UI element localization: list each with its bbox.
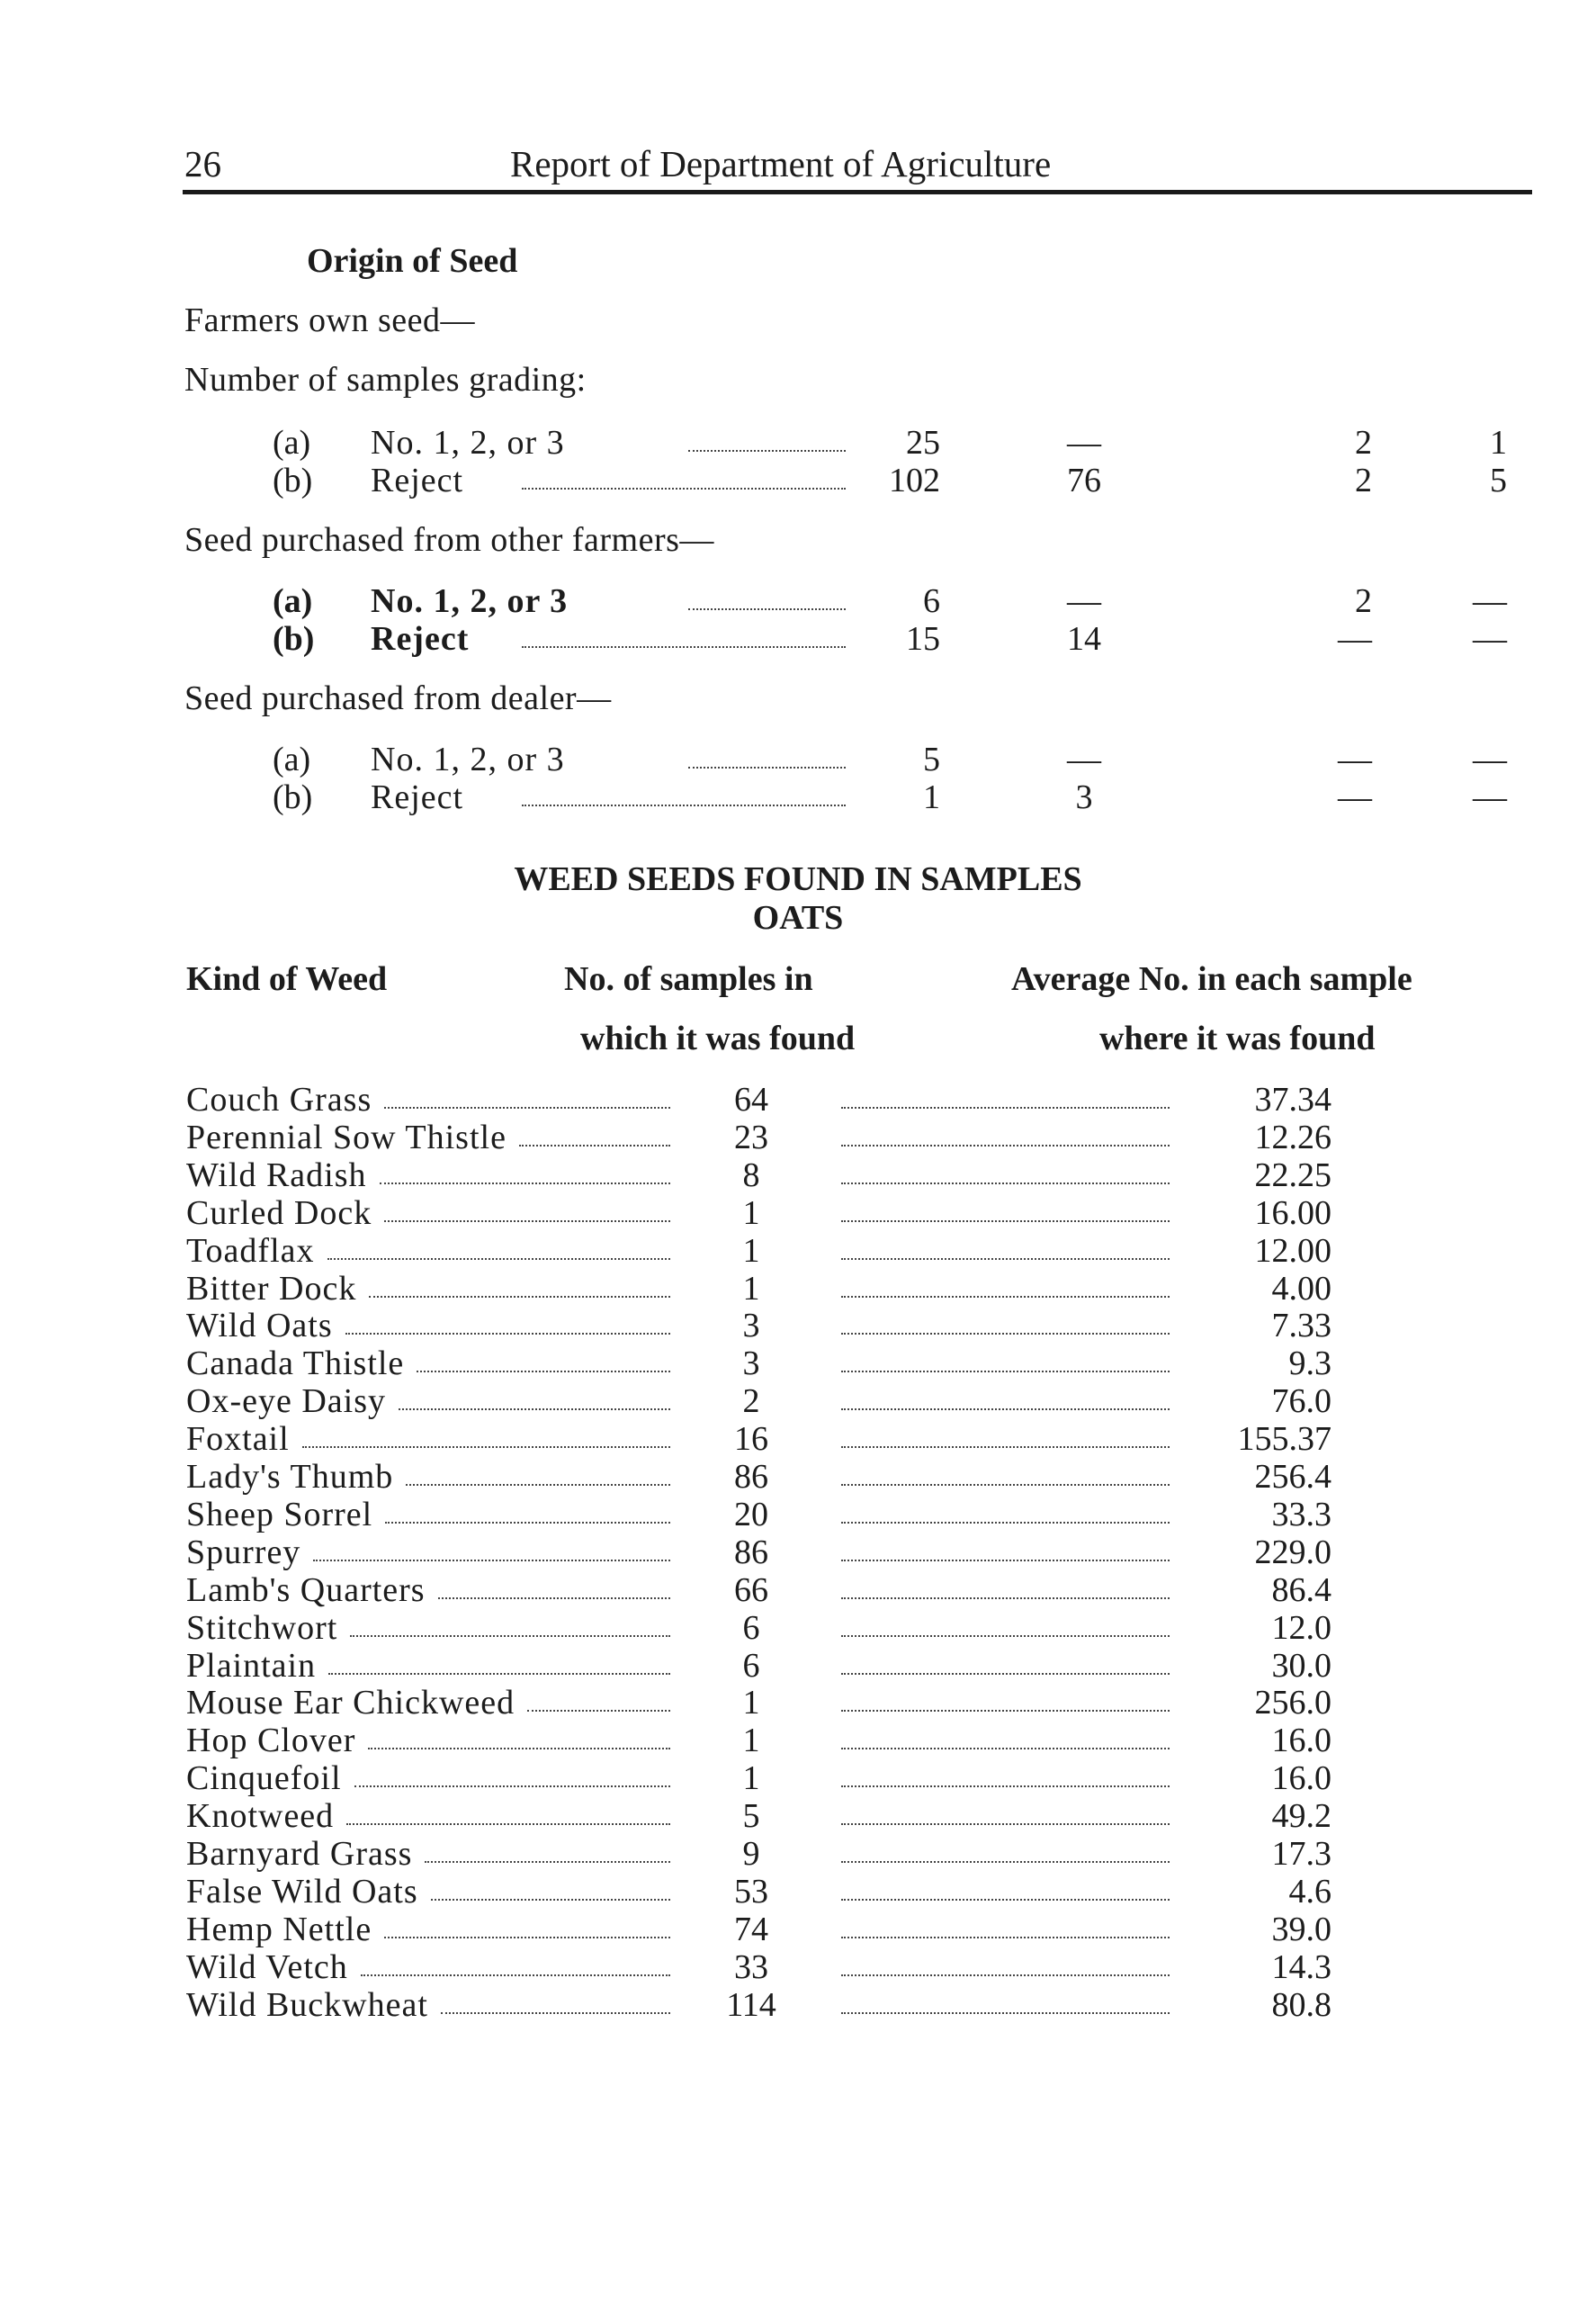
dot-leader — [841, 1910, 1170, 1938]
dot-leader — [841, 1758, 1170, 1787]
weed-row — [0, 1646, 1596, 1684]
dot-leader — [384, 1910, 670, 1938]
dot-leader — [345, 1306, 670, 1335]
weed-name: Couch Grass — [186, 1081, 372, 1119]
weed-average-count: 37.34 — [1254, 1081, 1331, 1119]
weed-sample-count: 16 — [734, 1420, 768, 1459]
weed-row — [0, 1231, 1596, 1269]
weed-average-count: 12.26 — [1254, 1118, 1331, 1156]
weed-row — [0, 1985, 1596, 2023]
value-col-2: 3 — [1075, 778, 1093, 816]
weed-name: Cinquefoil — [186, 1759, 342, 1798]
dot-leader — [522, 461, 846, 490]
dot-leader — [522, 778, 846, 806]
weed-sample-count: 74 — [734, 1910, 768, 1948]
weed-average-count: 256.0 — [1254, 1684, 1331, 1722]
weed-row — [0, 1193, 1596, 1231]
dot-leader — [361, 1947, 670, 1976]
weed-name: Plaintain — [186, 1646, 317, 1685]
dot-leader — [841, 1796, 1170, 1825]
row-label: Reject — [371, 462, 464, 499]
value-col-4: — — [1473, 582, 1507, 620]
weed-average-count: 16.00 — [1254, 1193, 1331, 1232]
value-col-1: 25 — [906, 424, 940, 462]
value-col-2: 76 — [1067, 462, 1101, 499]
weed-row — [0, 1683, 1596, 1721]
weed-sample-count: 86 — [734, 1533, 768, 1571]
weed-name: Perennial Sow Thistle — [186, 1118, 507, 1156]
origin-row — [0, 778, 1596, 817]
value-col-4: — — [1473, 741, 1507, 778]
dot-leader — [841, 1457, 1170, 1486]
dot-leader — [380, 1155, 670, 1184]
weed-row — [0, 1155, 1596, 1193]
dot-leader — [328, 1646, 670, 1675]
weed-row — [0, 1080, 1596, 1118]
origin-heading: Origin of Seed — [307, 242, 518, 280]
dot-leader — [841, 1080, 1170, 1109]
weed-sample-count: 66 — [734, 1570, 768, 1609]
dot-leader — [519, 1118, 670, 1147]
weed-average-count: 17.3 — [1271, 1835, 1331, 1873]
weed-name: Canada Thistle — [186, 1344, 405, 1383]
dot-leader — [522, 619, 846, 648]
weed-row — [0, 1947, 1596, 1985]
weed-sample-count: 9 — [742, 1835, 760, 1873]
row-letter: (a) — [273, 741, 311, 778]
weed-row — [0, 1758, 1596, 1796]
weed-name: Spurrey — [186, 1533, 301, 1571]
page-number: 26 — [184, 143, 221, 184]
weed-average-count: 229.0 — [1254, 1533, 1331, 1571]
weed-name: Lady's Thumb — [186, 1458, 394, 1496]
group-label-other-farmers: Seed purchased from other farmers— — [184, 521, 714, 559]
weed-sample-count: 6 — [742, 1608, 760, 1647]
dot-leader — [841, 1381, 1170, 1410]
weed-name: Hop Clover — [186, 1722, 356, 1760]
value-col-4: — — [1473, 620, 1507, 658]
dot-leader — [688, 740, 846, 769]
weed-row — [0, 1118, 1596, 1155]
dot-leader — [841, 1269, 1170, 1298]
dot-leader — [841, 1608, 1170, 1637]
row-label: Reject — [371, 778, 464, 816]
dot-leader — [841, 1155, 1170, 1184]
weed-average-count: 76.0 — [1271, 1382, 1331, 1421]
weed-sample-count: 8 — [742, 1155, 760, 1194]
weed-average-count: 16.0 — [1271, 1722, 1331, 1760]
column-header-kind: Kind of Weed — [186, 960, 388, 998]
dot-leader — [841, 1533, 1170, 1561]
row-label: No. 1, 2, or 3 — [371, 582, 569, 620]
origin-row — [0, 423, 1596, 463]
dot-leader — [384, 1080, 670, 1109]
weed-name: Hemp Nettle — [186, 1910, 372, 1948]
weed-sample-count: 1 — [742, 1231, 760, 1270]
weed-sample-count: 53 — [734, 1872, 768, 1911]
group-label-dealer: Seed purchased from dealer— — [184, 679, 612, 717]
weed-row — [0, 1381, 1596, 1419]
value-col-2: — — [1067, 741, 1101, 778]
value-col-2: — — [1067, 424, 1101, 462]
weed-section-subtitle: OATS — [752, 899, 844, 937]
dot-leader — [841, 1872, 1170, 1901]
dot-leader — [417, 1344, 670, 1372]
value-col-3: — — [1338, 778, 1372, 816]
running-title: Report of Department of Agriculture — [510, 143, 1052, 184]
row-label: Reject — [371, 620, 470, 658]
weed-average-count: 4.00 — [1271, 1269, 1331, 1308]
weed-name: Knotweed — [186, 1797, 335, 1836]
weed-sample-count: 33 — [734, 1947, 768, 1986]
dot-leader — [385, 1495, 670, 1524]
weed-row — [0, 1269, 1596, 1307]
origin-row — [0, 581, 1596, 621]
weed-row — [0, 1306, 1596, 1344]
row-label: No. 1, 2, or 3 — [371, 424, 565, 462]
weed-sample-count: 6 — [742, 1646, 760, 1685]
dot-leader — [841, 1646, 1170, 1675]
dot-leader — [841, 1118, 1170, 1147]
value-col-4: 5 — [1490, 462, 1507, 499]
dot-leader — [406, 1457, 670, 1486]
dot-leader — [327, 1231, 670, 1260]
weed-row — [0, 1533, 1596, 1570]
row-letter: (b) — [273, 620, 315, 658]
dot-leader — [527, 1683, 670, 1712]
weed-sample-count: 2 — [742, 1382, 760, 1421]
weed-row — [0, 1721, 1596, 1758]
dot-leader — [399, 1381, 670, 1410]
weed-sample-count: 114 — [726, 1985, 776, 2024]
weed-row — [0, 1495, 1596, 1533]
weed-average-count: 22.25 — [1254, 1155, 1331, 1194]
weed-sample-count: 3 — [742, 1344, 760, 1383]
weed-name: Ox-eye Daisy — [186, 1382, 386, 1421]
weed-sample-count: 23 — [734, 1118, 768, 1156]
column-header-samples-line1: No. of samples in — [564, 960, 813, 998]
value-col-3: — — [1338, 620, 1372, 658]
weed-sample-count: 86 — [734, 1458, 768, 1496]
dot-leader — [368, 1721, 670, 1749]
value-col-1: 102 — [889, 462, 940, 499]
weed-sample-count: 20 — [734, 1495, 768, 1533]
weed-row — [0, 1796, 1596, 1834]
header-rule — [183, 190, 1532, 194]
weed-sample-count: 1 — [742, 1193, 760, 1232]
dot-leader — [354, 1758, 670, 1787]
value-col-4: — — [1473, 778, 1507, 816]
weed-name: Wild Vetch — [186, 1947, 348, 1986]
weed-average-count: 155.37 — [1237, 1420, 1331, 1459]
dot-leader — [841, 1570, 1170, 1599]
group-label-farmers-own: Farmers own seed— — [184, 301, 475, 339]
weed-average-count: 12.00 — [1254, 1231, 1331, 1270]
value-col-4: 1 — [1490, 424, 1507, 462]
origin-row — [0, 740, 1596, 779]
value-col-3: 2 — [1355, 462, 1372, 499]
weed-row — [0, 1344, 1596, 1381]
dot-leader — [350, 1608, 670, 1637]
weed-name: Stitchwort — [186, 1608, 338, 1647]
value-col-1: 15 — [906, 620, 940, 658]
row-letter: (b) — [273, 778, 313, 816]
column-header-samples-line2: which it was found — [580, 1020, 856, 1057]
weed-section-title: WEED SEEDS FOUND IN SAMPLES — [514, 860, 1082, 898]
dot-leader — [841, 1947, 1170, 1976]
origin-row — [0, 461, 1596, 500]
value-col-3: — — [1338, 741, 1372, 778]
dot-leader — [313, 1533, 670, 1561]
weed-average-count: 33.3 — [1271, 1495, 1331, 1533]
weed-name: Bitter Dock — [186, 1269, 357, 1308]
column-header-average-line1: Average No. in each sample — [1011, 960, 1412, 998]
dot-leader — [688, 423, 846, 452]
weed-sample-count: 1 — [742, 1269, 760, 1308]
weed-name: Curled Dock — [186, 1193, 372, 1232]
dot-leader — [841, 1985, 1170, 2014]
dot-leader — [841, 1231, 1170, 1260]
weed-average-count: 80.8 — [1271, 1985, 1331, 2024]
weed-average-count: 9.3 — [1288, 1344, 1331, 1383]
weed-row — [0, 1872, 1596, 1910]
weed-sample-count: 64 — [734, 1081, 768, 1119]
weed-name: Sheep Sorrel — [186, 1495, 373, 1533]
weed-sample-count: 1 — [742, 1759, 760, 1798]
weed-average-count: 4.6 — [1288, 1872, 1331, 1911]
weed-sample-count: 1 — [742, 1722, 760, 1760]
dot-leader — [431, 1872, 670, 1901]
dot-leader — [841, 1495, 1170, 1524]
dot-leader — [302, 1419, 670, 1448]
dot-leader — [841, 1306, 1170, 1335]
dot-leader — [369, 1269, 670, 1298]
value-col-1: 1 — [923, 778, 940, 816]
weed-average-count: 86.4 — [1271, 1570, 1331, 1609]
weed-name: Foxtail — [186, 1420, 290, 1459]
dot-leader — [841, 1834, 1170, 1863]
dot-leader — [841, 1683, 1170, 1712]
weed-name: Lamb's Quarters — [186, 1570, 426, 1609]
weed-sample-count: 5 — [742, 1797, 760, 1836]
value-col-3: 2 — [1355, 582, 1372, 620]
weed-name: Wild Radish — [186, 1155, 367, 1194]
weed-row — [0, 1570, 1596, 1608]
dot-leader — [841, 1419, 1170, 1448]
dot-leader — [384, 1193, 670, 1222]
dot-leader — [438, 1570, 670, 1599]
weed-average-count: 256.4 — [1254, 1458, 1331, 1496]
weed-name: Toadflax — [186, 1231, 315, 1270]
dot-leader — [688, 581, 846, 610]
weed-name: Wild Buckwheat — [186, 1985, 428, 2024]
weed-average-count: 39.0 — [1271, 1910, 1331, 1948]
weed-average-count: 30.0 — [1271, 1646, 1331, 1685]
weed-average-count: 49.2 — [1271, 1797, 1331, 1836]
column-header-average-line2: where it was found — [1099, 1020, 1376, 1057]
row-letter: (a) — [273, 424, 311, 462]
value-col-2: — — [1067, 582, 1101, 620]
weed-row — [0, 1834, 1596, 1872]
dot-leader — [425, 1834, 670, 1863]
value-col-1: 5 — [923, 741, 940, 778]
weed-row — [0, 1910, 1596, 1947]
value-col-2: 14 — [1067, 620, 1101, 658]
dot-leader — [346, 1796, 670, 1825]
origin-row — [0, 619, 1596, 659]
weed-average-count: 7.33 — [1271, 1307, 1331, 1345]
value-col-3: 2 — [1355, 424, 1372, 462]
weed-row — [0, 1419, 1596, 1457]
weed-row — [0, 1608, 1596, 1646]
dot-leader — [841, 1721, 1170, 1749]
value-col-1: 6 — [923, 582, 940, 620]
dot-leader — [441, 1985, 670, 2014]
weed-name: Mouse Ear Chickweed — [186, 1684, 516, 1722]
weed-sample-count: 1 — [742, 1684, 760, 1722]
weed-average-count: 14.3 — [1271, 1947, 1331, 1986]
weed-average-count: 12.0 — [1271, 1608, 1331, 1647]
weed-name: Wild Oats — [186, 1307, 333, 1345]
weed-average-count: 16.0 — [1271, 1759, 1331, 1798]
dot-leader — [841, 1193, 1170, 1222]
weed-sample-count: 3 — [742, 1307, 760, 1345]
row-letter: (b) — [273, 462, 313, 499]
weed-name: False Wild Oats — [186, 1872, 418, 1911]
weed-row — [0, 1457, 1596, 1495]
row-label: No. 1, 2, or 3 — [371, 741, 565, 778]
group-sublabel-grading: Number of samples grading: — [184, 361, 587, 399]
dot-leader — [841, 1344, 1170, 1372]
row-letter: (a) — [273, 582, 313, 620]
weed-name: Barnyard Grass — [186, 1835, 413, 1873]
